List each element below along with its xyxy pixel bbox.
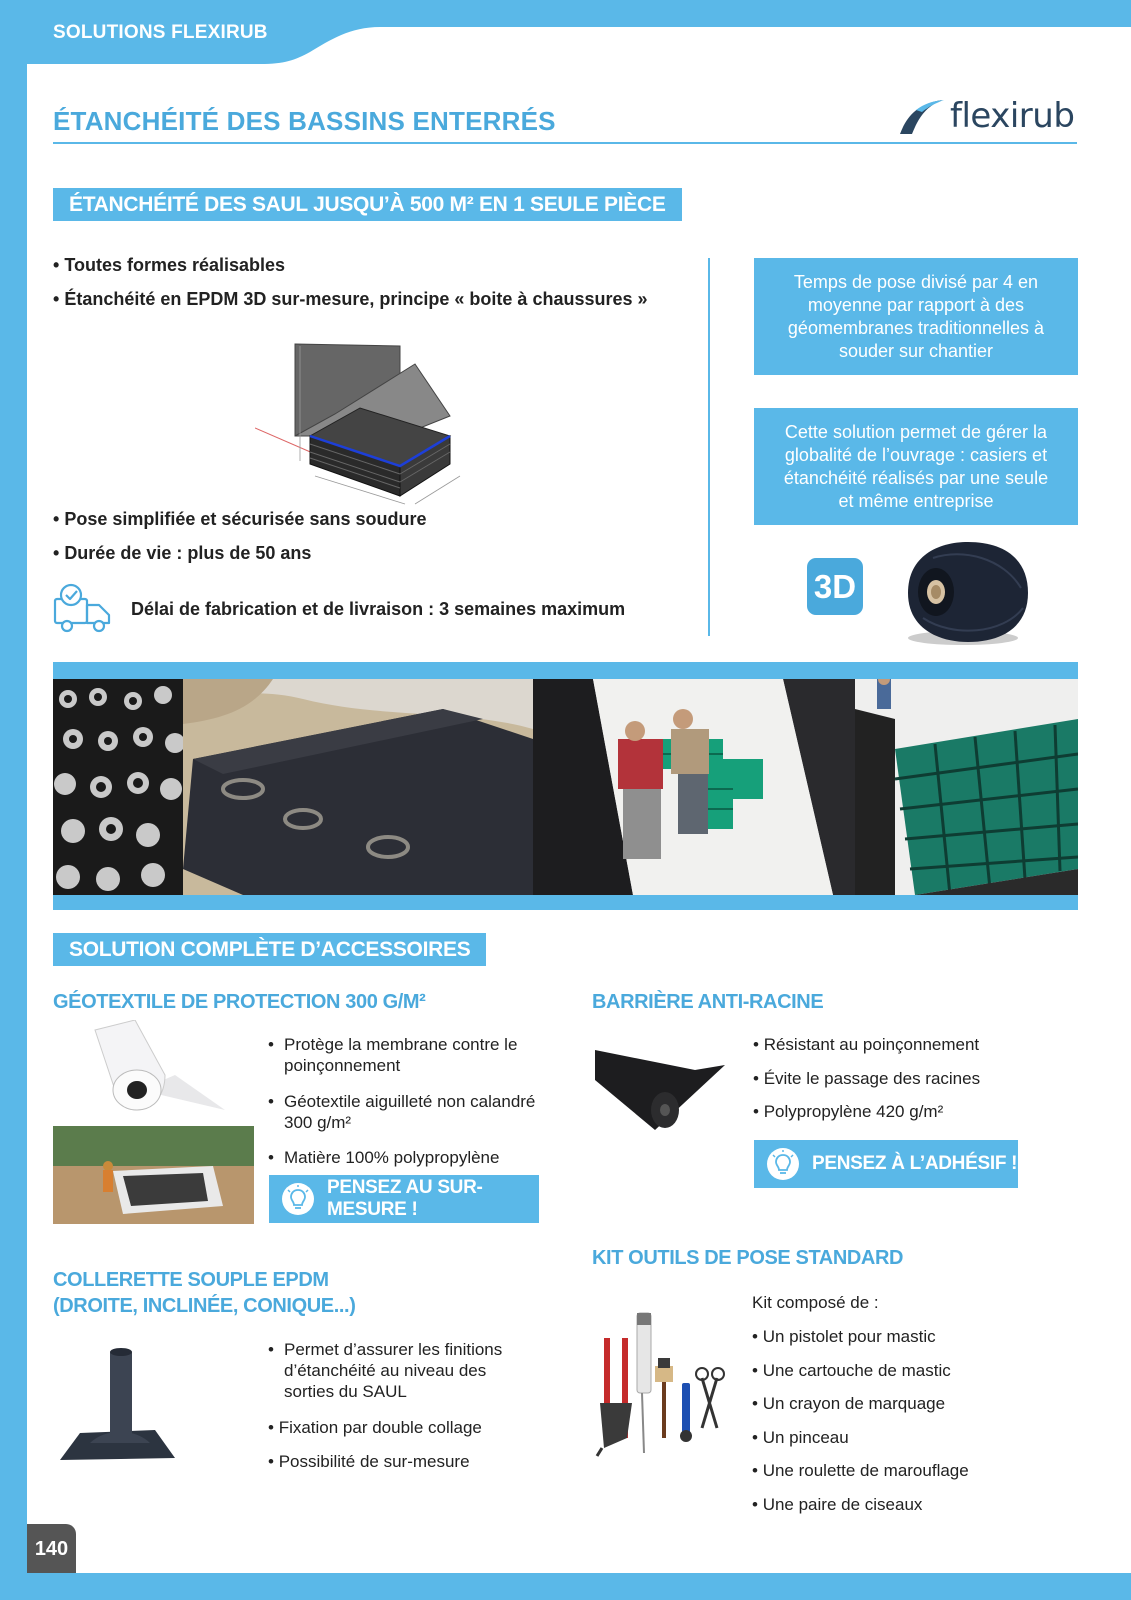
collerette-image bbox=[60, 1348, 180, 1463]
page-title: ÉTANCHÉITÉ DES BASSINS ENTERRÉS bbox=[53, 106, 556, 136]
kit-item-5: • Une roulette de marouflage bbox=[752, 1461, 969, 1480]
item-text: Une paire de ciseaux bbox=[762, 1495, 923, 1514]
info-box-pose-time: Temps de pose divisé par 4 en moyenne par rapport à des géomembranes traditionnelles à souder sur chantier bbox=[754, 258, 1078, 375]
collerette-title-line2: (DROITE, INCLINÉE, CONIQUE...) bbox=[53, 1295, 356, 1317]
item-text: Matière 100% polypropylène bbox=[284, 1148, 500, 1167]
item-text: Permet d’assurer les finitions d’étanchéité au niveau des sorties du SAUL bbox=[284, 1340, 503, 1401]
photo-grid-structure bbox=[53, 679, 183, 895]
collerette-item-3: • Possibilité de sur-mesure bbox=[268, 1452, 470, 1471]
item-text: Polypropylène 420 g/m² bbox=[763, 1102, 944, 1121]
collerette-title-line1: COLLERETTE SOUPLE EPDM bbox=[53, 1269, 329, 1291]
item-text: Fixation par double collage bbox=[278, 1418, 482, 1437]
bullet-item-4: • Durée de vie : plus de 50 ans bbox=[53, 543, 312, 563]
geotextile-item-2: • Géotextile aiguilleté non calandré 300 g/m² bbox=[268, 1091, 538, 1133]
item-text: Résistant au poinçonnement bbox=[763, 1035, 980, 1054]
item-text: Un pistolet pour mastic bbox=[762, 1327, 936, 1346]
lightbulb-icon bbox=[766, 1147, 800, 1181]
tip-adhesif bbox=[754, 1140, 1018, 1188]
kit-item-2: • Une cartouche de mastic bbox=[752, 1361, 951, 1380]
epdm-roll-image bbox=[893, 538, 1033, 648]
kit-item-4: • Un pinceau bbox=[752, 1428, 849, 1447]
geotextile-item-1: • Protège la membrane contre le poinçonnement bbox=[268, 1034, 538, 1076]
truck-check-icon bbox=[53, 583, 113, 635]
item-text: Une cartouche de mastic bbox=[762, 1361, 951, 1380]
item-text: Géotextile aiguilleté non calandré 300 g/m² bbox=[284, 1092, 536, 1132]
barriere-roll-image bbox=[595, 1040, 725, 1135]
item-text: Évite le passage des racines bbox=[763, 1069, 981, 1088]
item-text: Protège la membrane contre le poinçonnement bbox=[284, 1035, 518, 1075]
kit-item-6: • Une paire de ciseaux bbox=[752, 1495, 923, 1514]
kit-item-3: • Un crayon de marquage bbox=[752, 1394, 946, 1413]
bullet-item-2: • Étanchéité en EPDM 3D sur-mesure, principe « boite à chaussures » bbox=[53, 289, 648, 309]
header-label: SOLUTIONS FLEXIRUB bbox=[53, 22, 268, 43]
badge-3d: 3D bbox=[807, 558, 863, 615]
barriere-item-2: • Évite le passage des racines bbox=[753, 1069, 981, 1088]
column-divider bbox=[708, 258, 710, 636]
photo-covered-basin bbox=[183, 679, 533, 895]
collerette-item-1: • Permet d’assurer les finitions d’étanchéité au niveau des sorties du SAUL bbox=[268, 1339, 538, 1402]
kit-intro: Kit composé de : bbox=[752, 1293, 879, 1312]
logo-wordmark: flexirub bbox=[950, 96, 1075, 136]
kit-item-1: • Un pistolet pour mastic bbox=[752, 1327, 936, 1346]
barriere-title: BARRIÈRE ANTI-RACINE bbox=[592, 991, 824, 1013]
item-text: Possibilité de sur-mesure bbox=[278, 1452, 470, 1471]
photo-grid-basin bbox=[855, 679, 1078, 895]
item-text: Un pinceau bbox=[762, 1428, 849, 1447]
photo-workers-installing bbox=[533, 679, 855, 895]
frame-bottom-band bbox=[0, 1573, 1131, 1600]
section2-banner: SOLUTION COMPLÈTE D’ACCESSOIRES bbox=[53, 933, 486, 966]
tip-sur-mesure bbox=[269, 1175, 539, 1223]
bullet-item-3: • Pose simplifiée et sécurisée sans soudure bbox=[53, 509, 427, 529]
frame-left-band bbox=[0, 0, 27, 1600]
section1-banner: ÉTANCHÉITÉ DES SAUL JUSQU’À 500 M² EN 1 SEULE PIÈCE bbox=[53, 188, 682, 221]
bullet-text: Toutes formes réalisables bbox=[64, 255, 286, 275]
item-text: Un crayon de marquage bbox=[762, 1394, 946, 1413]
geotextile-roll-image bbox=[85, 1020, 225, 1115]
bullet-item-1: • Toutes formes réalisables bbox=[53, 255, 286, 275]
geotextile-installation-image bbox=[53, 1126, 254, 1224]
item-text: Une roulette de marouflage bbox=[762, 1461, 969, 1480]
bullet-text: Durée de vie : plus de 50 ans bbox=[64, 543, 312, 563]
geotextile-title: GÉOTEXTILE DE PROTECTION 300 G/M² bbox=[53, 991, 426, 1013]
info-box-globalite: Cette solution permet de gérer la globalité de l’ouvrage : casiers et étanchéité réalisés par une seule et même entreprise bbox=[754, 408, 1078, 525]
title-rule bbox=[53, 142, 1077, 144]
delivery-text: Délai de fabrication et de livraison : 3 semaines maximum bbox=[131, 599, 626, 619]
bullet-text: Pose simplifiée et sécurisée sans soudure bbox=[64, 509, 427, 529]
kit-title: KIT OUTILS DE POSE STANDARD bbox=[592, 1247, 904, 1269]
logo-swoosh-icon bbox=[898, 98, 948, 136]
bullet-text: Étanchéité en EPDM 3D sur-mesure, principe « boite à chaussures » bbox=[64, 289, 648, 309]
kit-tools-image bbox=[592, 1308, 732, 1458]
barriere-item-3: • Polypropylène 420 g/m² bbox=[753, 1102, 944, 1121]
tip-text: PENSEZ AU SUR-MESURE ! bbox=[327, 1177, 483, 1220]
barriere-item-1: • Résistant au poinçonnement bbox=[753, 1035, 980, 1054]
epdm-box-diagram bbox=[255, 336, 475, 506]
collerette-item-2: • Fixation par double collage bbox=[268, 1418, 482, 1437]
lightbulb-icon bbox=[281, 1182, 315, 1216]
page-number: 140 bbox=[27, 1524, 76, 1573]
tip-text: PENSEZ À L’ADHÉSIF ! bbox=[812, 1153, 1018, 1174]
geotextile-item-3: • Matière 100% polypropylène bbox=[268, 1148, 500, 1167]
